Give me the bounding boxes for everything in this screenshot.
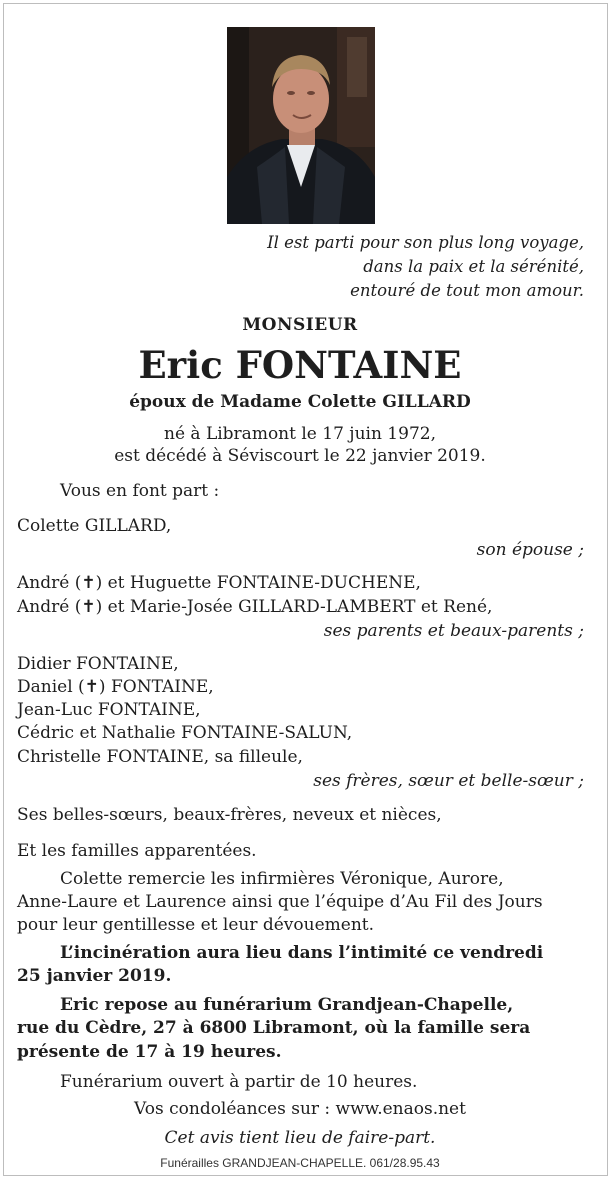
- intro-line: Vous en font part :: [60, 481, 220, 501]
- funeral-home-line: rue du Cèdre, 27 à 6800 Libramont, où la famille sera: [17, 1018, 531, 1038]
- notice-line: Cet avis tient lieu de faire-part.: [164, 1128, 436, 1148]
- quote-line: entouré de tout mon amour.: [350, 281, 584, 300]
- family-name-line: Cédric et Nathalie FONTAINE-SALUN,: [17, 723, 353, 743]
- cremation-line: L’incinération aura lieu dans l’intimité ce vendredi: [60, 943, 544, 963]
- salutation: MONSIEUR: [242, 315, 358, 335]
- family-name-line: Colette GILLARD,: [17, 516, 172, 536]
- thanks-line: Anne-Laure et Laurence ainsi que l’équipe d’Au Fil des Jours: [17, 892, 543, 912]
- family-name-line: Jean-Luc FONTAINE,: [17, 700, 201, 720]
- family-name-line: Didier FONTAINE,: [17, 654, 179, 674]
- family-name-line: André (✝) et Marie-Josée GILLARD-LAMBERT et René,: [17, 597, 493, 617]
- relation-line: ses parents et beaux-parents ;: [323, 621, 584, 641]
- birth-line: né à Libramont le 17 juin 1972,: [164, 424, 436, 444]
- quote-line: Il est parti pour son plus long voyage,: [267, 233, 584, 252]
- opening-hours-line: Funérarium ouvert à partir de 10 heures.: [60, 1072, 418, 1092]
- family-name-line: Daniel (✝) FONTAINE,: [17, 677, 214, 697]
- portrait-image: [227, 27, 375, 224]
- thanks-line: pour leur gentillesse et leur dévouement.: [17, 915, 375, 935]
- spouse-line: époux de Madame Colette GILLARD: [129, 392, 471, 412]
- deceased-name: Eric FONTAINE: [138, 343, 462, 387]
- condolences-line: Vos condoléances sur : www.enaos.net: [134, 1099, 466, 1119]
- families-line: Et les familles apparentées.: [17, 841, 257, 861]
- family-name-line: Christelle FONTAINE, sa filleule,: [17, 747, 303, 767]
- relation-line: son épouse ;: [476, 540, 584, 560]
- family-name-line: André (✝) et Huguette FONTAINE-DUCHENE,: [17, 573, 421, 593]
- death-line: est décédé à Séviscourt le 22 janvier 2019.: [114, 446, 486, 466]
- funeral-home-line: présente de 17 à 19 heures.: [17, 1042, 282, 1062]
- in-laws-line: Ses belles-sœurs, beaux-frères, neveux et nièces,: [17, 805, 442, 825]
- cremation-line: 25 janvier 2019.: [17, 966, 172, 986]
- relation-line: ses frères, sœur et belle-sœur ;: [313, 771, 584, 791]
- funeral-home-line: Eric repose au funérarium Grandjean-Chapelle,: [60, 995, 514, 1015]
- quote-line: dans la paix et la sérénité,: [363, 257, 584, 276]
- funeral-credit: Funérailles GRANDJEAN-CHAPELLE. 061/28.95.43: [160, 1156, 440, 1170]
- portrait-photo: [227, 27, 375, 224]
- thanks-line: Colette remercie les infirmières Véronique, Aurore,: [60, 869, 504, 889]
